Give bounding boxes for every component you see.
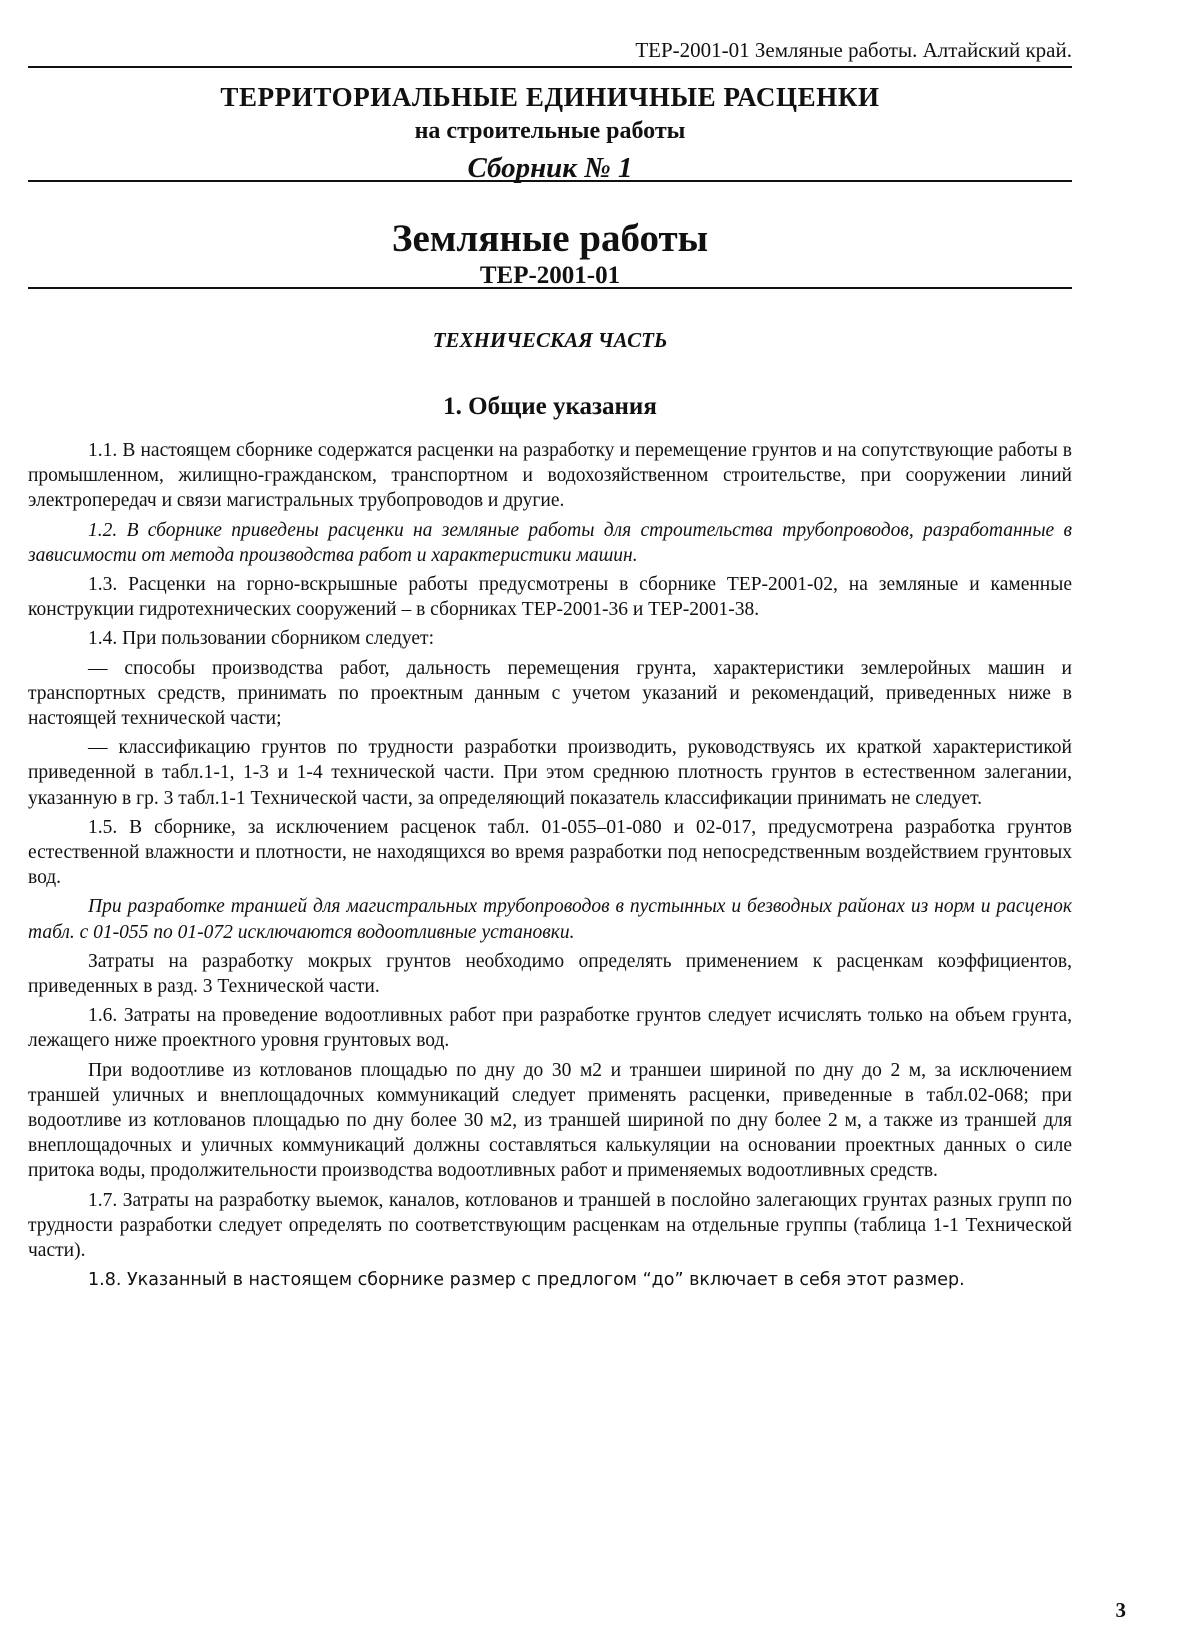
header-divider bbox=[28, 66, 1072, 68]
section-code: ТЕР-2001-01 bbox=[479, 262, 621, 289]
list-item-methods: — способы производства работ, дальность перемещения грунта, характеристики землеройных машин и транспортных средств, принимать по проектным данным с учетом указаний и рекомендаций, приведенных ниже в настоящей технической части; bbox=[28, 657, 1072, 730]
paragraph-1-4: 1.4. При пользовании сборником следует: bbox=[88, 628, 435, 650]
paragraph-1-3: 1.3. Расценки на горно-вскрышные работы предусмотрены в сборнике ТЕР-2001-02, на земляные и каменные конструкции гидротехнических сооружений – в сборниках ТЕР-2001-36 и ТЕР-2001-38. bbox=[28, 574, 1072, 621]
section-title: Земляные работы bbox=[391, 217, 709, 260]
paragraph-1-1: 1.1. В настоящем сборнике содержатся расценки на разработку и перемещение грунтов и на сопутствующие работы в промышленном, жилищно-гражданском, транспортном и водохозяйственном строительстве, при сооружении линий электропередач и связи магистральных трубопроводов и другие. bbox=[28, 440, 1072, 512]
section-divider bbox=[28, 287, 1072, 289]
chapter-title: 1. Общие указания bbox=[443, 393, 657, 420]
collection-number: Сборник № 1 bbox=[467, 152, 633, 184]
paragraph-1-8: 1.8. Указанный в настоящем сборнике размер с предлогом “до” включает в себя этот размер. bbox=[88, 1270, 965, 1291]
body-text bbox=[28, 438, 1072, 1298]
paragraph-wet-soils: Затраты на разработку мокрых грунтов необходимо определять применением к расценкам коэффициентов, приведенных в разд. 3 Технической части. bbox=[28, 950, 1072, 998]
running-header: ТЕР-2001-01 Земляные работы. Алтайский край. bbox=[635, 38, 1072, 62]
paragraph-1-5: 1.5. В сборнике, за исключением расценок табл. 01-055–01-080 и 02-017, предусмотрена разработка грунтов естественной влажности и плотности, не находящихся во время разработки под непосредственным воздействием грунтовых вод. bbox=[28, 816, 1072, 889]
page-number: 3 bbox=[1115, 1598, 1126, 1622]
list-item-classification: — классификацию грунтов по трудности разработки производить, руководствуясь их краткой характеристикой приведенной в табл.1-1, 1-3 и 1-4 технической части. При этом среднюю плотность грунтов в естественном залегании, указанную в гр. 3 табл.1-1 Технической части, за определяющий показатель классификации принимать не следует. bbox=[28, 737, 1072, 809]
title-divider bbox=[28, 180, 1072, 182]
document-subtitle: на строительные работы bbox=[414, 118, 686, 144]
paragraph-1-7: 1.7. Затраты на разработку выемок, каналов, котлованов и траншей в послойно залегающих грунтах разных групп по трудности разработки следует определять по соответствующим расценкам на отдельные группы (таблица 1-1 Технической части). bbox=[28, 1189, 1072, 1262]
document-title: ТЕРРИТОРИАЛЬНЫЕ ЕДИНИЧНЫЕ РАСЦЕНКИ bbox=[220, 82, 880, 112]
paragraph-drainage: При водоотливе из котлованов площадью по дну до 30 м2 и траншеи шириной по дну до 2 м, за исключением траншей уличных и внеплощадочных коммуникаций следует применять расценки, приведенные в табл.02-068; при водоотливе из котлованов площадью по дну более 30 м2, из траншей шириной по дну более 2 м, а также из траншей для внеплощадочных и уличных коммуникаций должны составляться калькуляции на основании проектных данных о силе притока воды, продолжительности производства водоотливных работ и применяемых водоотливных средств. bbox=[28, 1059, 1072, 1182]
paragraph-1-6: 1.6. Затраты на проведение водоотливных работ при разработке грунтов следует исчислять только на объем грунта, лежащего ниже проектного уровня грунтовых вод. bbox=[28, 1005, 1072, 1052]
paragraph-desert-trenches: При разработке траншей для магистральных трубопроводов в пустынных и безводных районах из норм и расценок табл. с 01-055 по 01-072 исключаются водоотливные установки. bbox=[28, 896, 1072, 943]
paragraph-1-2: 1.2. В сборнике приведены расценки на земляные работы для строительства трубопроводов, разработанные в зависимости от метода производства работ и характеристики машин. bbox=[28, 519, 1072, 566]
part-title: ТЕХНИЧЕСКАЯ ЧАСТЬ bbox=[432, 328, 668, 352]
